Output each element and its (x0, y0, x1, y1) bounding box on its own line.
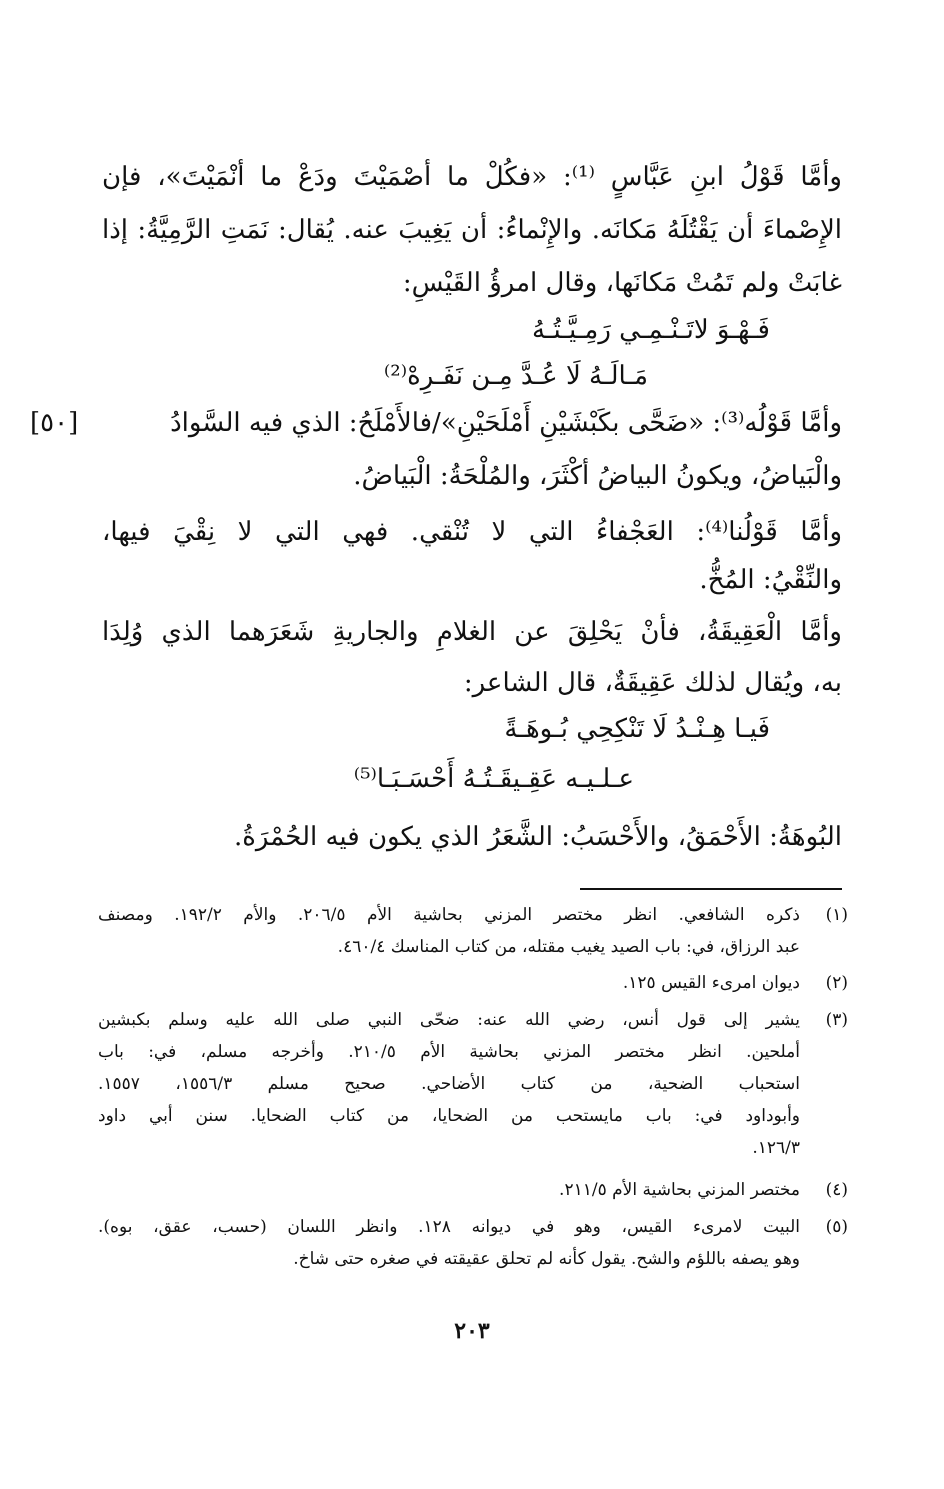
footnote-line: ديوان امرىء القيس ١٢٥. (622, 973, 800, 993)
body-line-1: وأمَّا قَوْلُ ابنِ عَبَّاسٍ ⁽¹⁾: «فكُلْ ما أصْمَيْتَ ودَعْ ما أنْمَيْتَ»، فإن (102, 162, 842, 192)
footnote-rule (580, 888, 842, 890)
page-marker: [٥٠] (30, 408, 79, 438)
body-line-8: وأمَّا الْعَقِيقَةُ، فأنْ يَحْلِقَ عن الغلامِ والجاريةِ شَعَرَهما الذي وُلِدَا (102, 617, 842, 647)
body-line-9: به، ويُقال لذلك عَقِيقَةٌ، قال الشاعر: (463, 668, 842, 698)
body-line-6: وأمَّا قَوْلُنا⁽⁴⁾: العَجْفاءُ التي لا تُنْقي. فهي التي لا نِقْيَ فيها، (102, 517, 843, 547)
body-line-7: والنِّقْيُ: المُخُّ. (699, 565, 842, 595)
footnote-number: (١) (825, 905, 848, 925)
page-number: ٢٠٣ (454, 1318, 490, 1344)
footnote-line: يشير إلى قول أنس، رضي الله عنه: ضحّى النبي صلى الله عليه وسلم بكبشين (98, 1010, 800, 1030)
verse-2b: عـلـيـه عَقِـيقَـتُـهُ أَحْسَـبَـا⁽⁵⁾ (353, 764, 634, 794)
footnote-line: ذكره الشافعي. انظر مختصر المزني بحاشية الأم ٢٠٦/٥. والأم ١٩٢/٢. ومصنف (98, 905, 800, 925)
footnote-number: (٢) (825, 973, 848, 993)
body-line-5: والْبَياضُ، ويكونُ البياضُ أكْثَرَ، والمُلْحَةُ: الْبَياضُ. (353, 461, 842, 491)
footnote-number: (٤) (825, 1180, 848, 1200)
body-line-3: غابَتْ ولم تَمُتْ مَكانَها، وقال امرؤُ القَيْسِ: (402, 268, 842, 298)
footnote-line: عبد الرزاق، في: باب الصيد يغيب مقتله، من كتاب المناسك ٤٦٠/٤. (337, 937, 800, 957)
verse-1a: فَـهْـوَ لاتَـنْـمِـي رَمِـيَّـتُـهُ (531, 315, 770, 345)
body-line-2: الإِصْماءَ أن يَقْتُلَهُ مَكانَه. والإِنْماءُ: أن يَغِيبَ عنه. يُقال: نَمَتِ الرَّمِيَّةُ: إذا (102, 215, 842, 245)
footnote-number: (٣) (825, 1010, 848, 1030)
footnote-line: ١٢٦/٣. (752, 1138, 800, 1158)
footnote-line: البيت لامرىء القيس، وهو في ديوانه ١٢٨. وانظر اللسان (حسب، عقق، بوه). (98, 1217, 800, 1237)
footnote-line: مختصر المزني بحاشية الأم ٢١١/٥. (559, 1180, 800, 1200)
footnote-line: وأبوداود في: باب مايستحب من الضحايا، من كتاب الضحايا. سنن أبي داود (98, 1106, 800, 1126)
body-line-4: وأمَّا قَوْلُه⁽³⁾: «ضَحَّى بكَبْشَيْنِ أَمْلَحَيْنِ»/فالأَمْلَحُ: الذي فيه السَّوادُ (170, 408, 842, 438)
verse-2a: فَيـا هِـنْـدُ لَا تَنْكِحِي بُـوهَـةً (504, 714, 770, 744)
footnote-line: أملحين. انظر مختصر المزني بحاشية الأم ٢١٠/٥. وأخرجه مسلم، في: باب (98, 1042, 800, 1062)
body-line-10: البُوهَةُ: الأَحْمَقُ، والأَحْسَبُ: الشَّعَرُ الذي يكون فيه الحُمْرَةُ. (234, 822, 842, 852)
verse-1b: مَـالَـهُ لَا عُـدَّ مِـن نَفَـرِهْ⁽²⁾ (383, 361, 648, 391)
footnote-number: (٥) (825, 1217, 848, 1237)
footnote-line: استحباب الضحية، من كتاب الأضاحي. صحيح مسلم ١٥٥٦/٣، ١٥٥٧. (98, 1074, 801, 1094)
footnote-line: وهو يصفه باللؤم والشح. يقول كأنه لم تحلق عقيقته في صغره حتى شاخ. (293, 1249, 800, 1269)
